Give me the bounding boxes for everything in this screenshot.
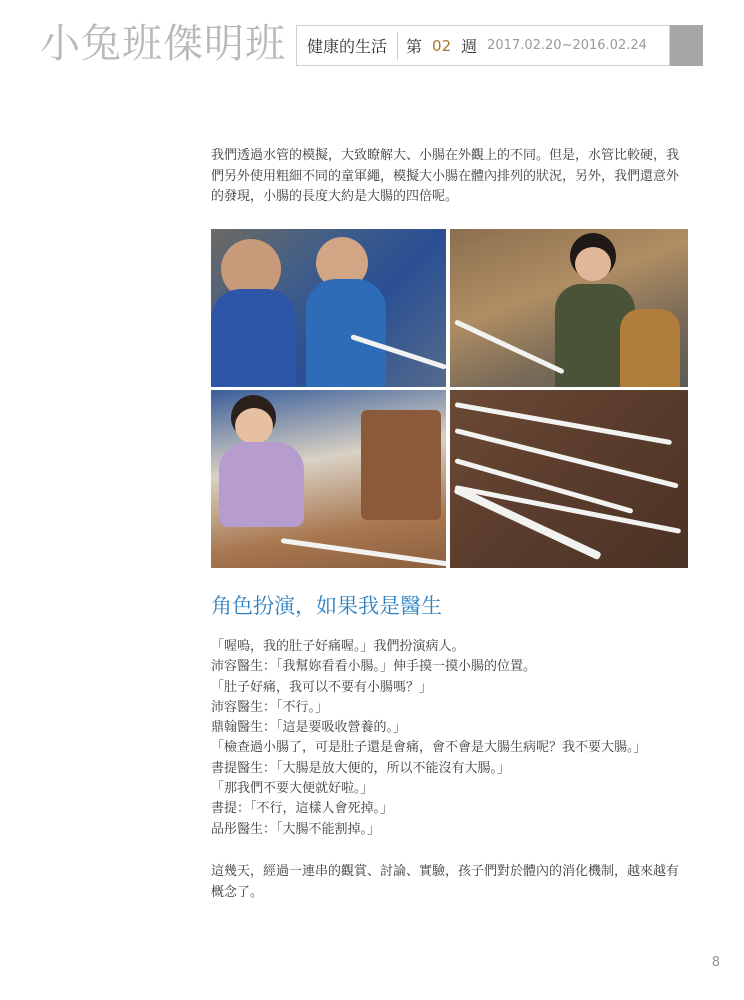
dialogue-block — [211, 637, 701, 840]
photo-girl-holding-rope — [450, 229, 688, 387]
dialogue-line: 「肚子好痛，我可以不要有小腸嗎？」 — [211, 679, 433, 695]
photo-ropes-on-floor — [450, 390, 688, 568]
dialogue-line: 沛容醫生：「不行。」 — [211, 699, 329, 715]
topic-label: 健康的生活 — [307, 37, 388, 56]
week-suffix: 週 — [461, 37, 478, 56]
dialogue-line: 品彤醫生：「大腸不能割掉。」 — [211, 821, 381, 837]
header-tab-block — [670, 25, 703, 66]
photo-boy-crouching — [211, 390, 446, 568]
section-heading: 角色扮演，如果我是醫生 — [211, 594, 442, 618]
week-prefix: 第 — [406, 37, 423, 56]
week-number: 02 — [432, 36, 452, 55]
class-title: 小兔班傑明班 — [40, 21, 286, 67]
page-number: 8 — [711, 955, 720, 970]
dialogue-line: 書提醫生：「大腸是放大便的，所以不能沒有大腸。」 — [211, 760, 511, 776]
dialogue-line: 「喔嗚，我的肚子好痛喔。」我們扮演病人。 — [211, 639, 465, 654]
dialogue-line: 沛容醫生：「我幫妳看看小腸。」伸手摸一摸小腸的位置。 — [211, 659, 537, 675]
dialogue-line: 鼎翰醫生：「這是要吸收營養的。」 — [211, 720, 407, 736]
date-range: 2017.02.20~2016.02.24 — [487, 38, 647, 53]
closing-paragraph: 這幾天，經過一連串的觀賞、討論、實驗，孩子們對於體內的消化機制，越來越有概念了。 — [211, 864, 680, 900]
header-divider — [397, 32, 398, 60]
dialogue-line: 「檢查過小腸了，可是肚子還是會痛，會不會是大腸生病呢？我不要大腸。」 — [211, 740, 647, 756]
week-header — [296, 25, 670, 66]
photo-boys-pulling-rope — [211, 229, 446, 387]
dialogue-line: 書提：「不行，這樣人會死掉。」 — [211, 801, 394, 817]
dialogue-line: 「那我們不要大便就好啦。」 — [211, 781, 374, 797]
intro-paragraph: 我們透過水管的模擬，大致瞭解大、小腸在外觀上的不同。但是，水管比較硬，我們另外使用粗細不同的童軍繩，模擬大小腸在體內排列的狀況，另外，我們還意外的發現，小腸的長度大約是大腸的四倍呢。 — [211, 148, 680, 204]
